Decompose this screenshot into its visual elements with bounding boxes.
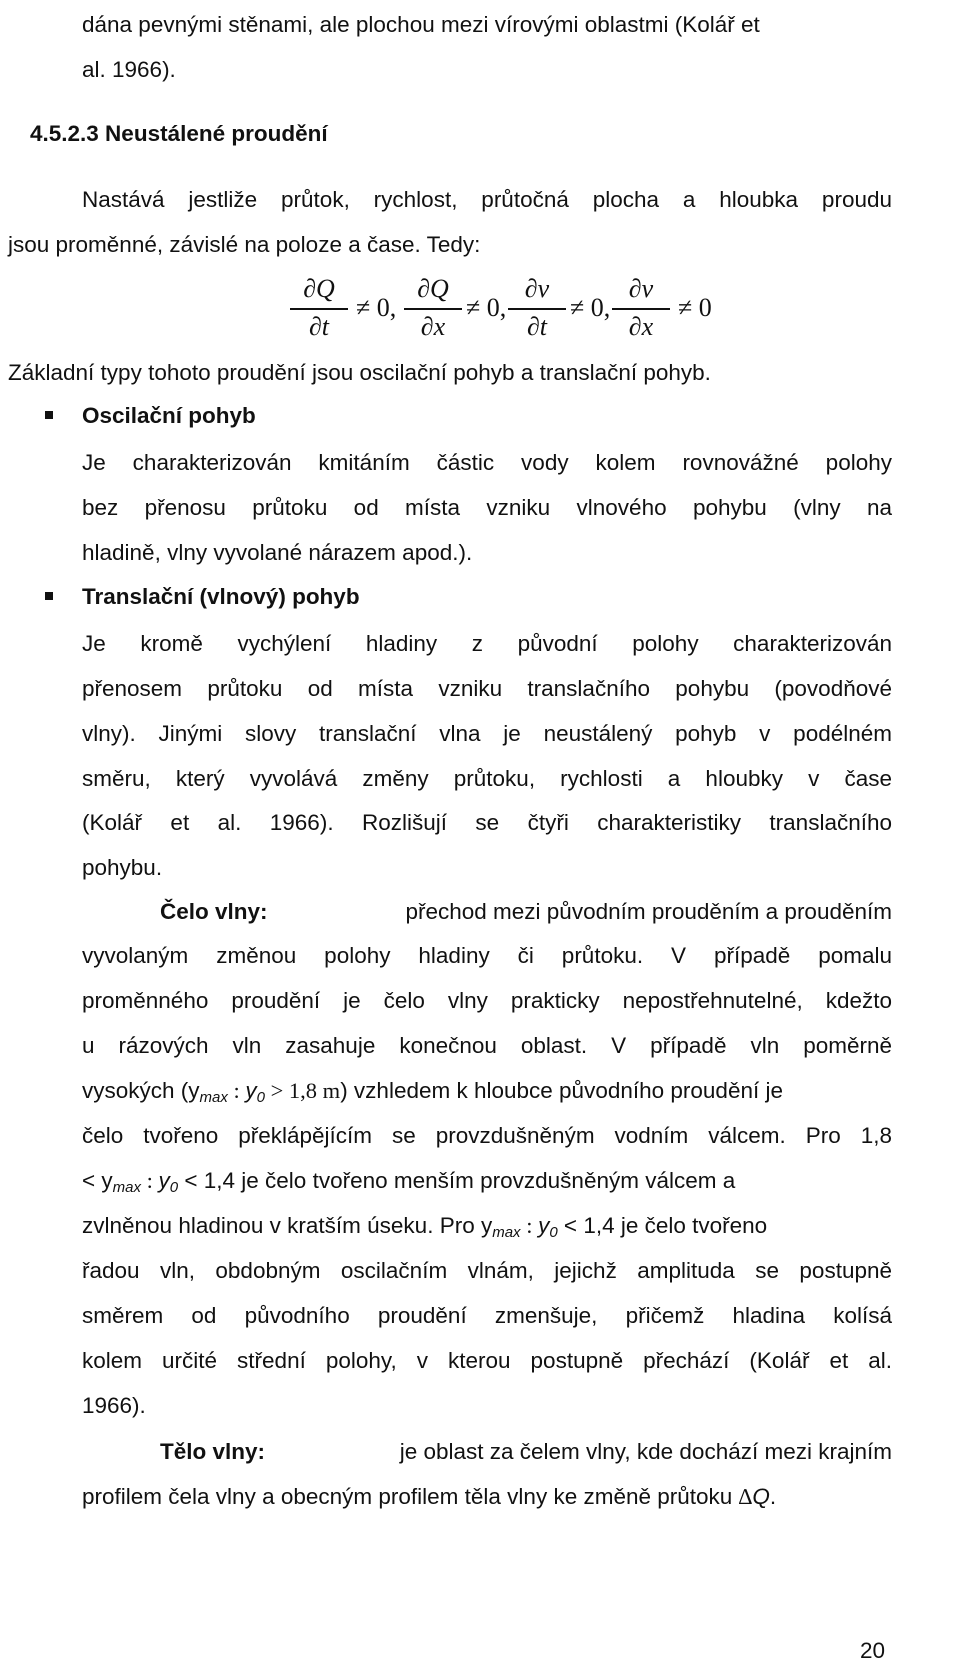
text-line: jsou proměnné, závislé na poloze a čase. Tedy:	[8, 232, 481, 257]
bullet-icon	[45, 592, 53, 600]
text-line: směrem od původního proudění zmenšuje, přičemž hladina kolísá	[82, 1303, 892, 1328]
text-line: čelo tvořeno překlápějícím se provzdušněným vodním válcem. Pro 1,8	[82, 1123, 892, 1148]
text-line: 1966).	[82, 1393, 146, 1418]
text-line: přenosem průtoku od místa vzniku translačního pohybu (povodňové	[82, 676, 892, 701]
text-span: přechod mezi původním prouděním a prouděním	[405, 899, 892, 924]
text-line: u rázových vln zasahuje konečnou oblast. V případě vln poměrně	[82, 1033, 892, 1058]
text-line: řadou vln, obdobným oscilačním vlnám, jejichž amplituda se postupně	[82, 1258, 892, 1283]
text-line: pohybu.	[82, 855, 163, 880]
text-span: je oblast za čelem vlny, kde dochází mezi krajním	[399, 1439, 892, 1464]
not-equal-zero: ≠ 0	[678, 293, 712, 322]
text-line: Je kromě vychýlení hladiny z původní polohy charakterizován	[82, 631, 892, 656]
text-line-with-math: profilem čela vlny a obecným profilem těla vlny ke změně průtoku ∆Q.	[82, 1484, 777, 1509]
not-equal-zero: ≠ 0,	[570, 293, 611, 322]
text-line-with-math: zvlněnou hladinou v kratším úseku. Pro $y_{max}$ : $y_0 < 1,4$ je čelo tvořeno	[82, 1213, 768, 1241]
text-line: hladině, vlny vyvolané nárazem apod.).	[82, 540, 473, 565]
text-line: al. 1966).	[82, 57, 176, 82]
bullet-icon	[45, 411, 53, 419]
text-line: kolem určité střední polohy, v kterou postupně přechází (Kolář et al.	[82, 1348, 892, 1373]
text-line: vyvolaným změnou polohy hladiny či průtoku. V případě pomalu	[82, 943, 892, 968]
section-heading: 4.5.2.3 Neustálené proudění	[30, 121, 328, 146]
text-line: Je charakterizován kmitáním částic vody kolem rovnovážné polohy	[82, 450, 892, 475]
delta-symbol: ∆	[738, 1484, 753, 1509]
text-line-with-math: < $y_{max}$ : $y_0 < 1,4$ je čelo tvořeno menším provzdušněným válcem a	[82, 1168, 736, 1196]
text-line: Základní typy tohoto proudění jsou oscilační pohyb a translační pohyb.	[8, 360, 711, 385]
definition-term: Tělo vlny:	[160, 1439, 266, 1464]
text-line: (Kolář et al. 1966). Rozlišují se čtyři charakteristiky translačního	[82, 810, 892, 835]
text-line: směru, který vyvolává změny průtoku, rychlosti a hloubky v čase	[82, 766, 892, 791]
text-line: bez přenosu průtoku od místa vzniku vlnového pohybu (vlny na	[82, 495, 892, 520]
definition-line	[160, 897, 892, 927]
text-line: vlny). Jinými slovy translační vlna je neustálený pohyb v podélném	[82, 721, 892, 746]
definition-line	[160, 1437, 892, 1467]
not-equal-zero: ≠ 0,	[356, 293, 397, 322]
text-line: proměnného proudění je čelo vlny prakticky nepostřehnutelné, kdežto	[82, 988, 892, 1013]
not-equal-zero: ≠ 0,	[466, 293, 507, 322]
text-line: dána pevnými stěnami, ale plochou mezi vírovými oblastmi (Kolář et	[82, 12, 760, 37]
list-item-title: Oscilační pohyb	[82, 403, 256, 428]
text-line-with-math: vysokých ($y_{max}$ : $y_0 > 1,8$ m) vzhledem k hloubce původního proudění je	[82, 1078, 783, 1106]
page-number: 20	[860, 1638, 886, 1663]
document-page: dána pevnými stěnami, ale plochou mezi vírovými oblastmi (Kolář et al. 1966). 4.5.2.3 Neustálené proudění Nastává jestliže průtok, rychlost, průtočná plocha a hloubka proudu jsou proměnné, závislé na poloze a čase. Tedy: ∂Q ∂t ≠ 0, ∂Q ∂x ≠ 0, ∂v ∂t ≠ 0, ∂v ∂x ≠ 0 Základní typy tohoto proudění jsou oscilační pohyb a translační pohyb. Oscilační pohyb Je charakterizován kmitáním částic vody kolem rovnovážné polohy bez přenosu průtoku od místa vzniku vlnového pohybu (vlny na hladině, vlny vyvolané nárazem apod.). Translační (vlnový) pohyb Je kromě vychýlení hladiny z původní polohy charakterizován přenosem průtoku od místa vzniku translačního pohybu (povodňové vlny). Jinými slovy translační vlna je neustálený pohyb v podélném směru, který vyvolává změny průtoku, rychlosti a hloubky v čase (Kolář et al. 1966). Rozlišují se čtyři charakteristiky translačního pohybu. Čelo vlny: přechod mezi původním prouděním a prouděním vyvolaným změnou polohy hladiny či průtoku. V případě pomalu proměnného proudění je čelo vlny prakticky nepostřehnutelné, kdežto u rázových vln zasahuje konečnou oblast. V případě vln poměrně vysokých ($y_{max}$ : $y_0 > 1,8$ m) vzhledem k hloubce původního proudění je čelo tvořeno překlápějícím se provzdušněným vodním válcem. Pro 1,8 < $y_{max}$ : $y_0 < 1,4$ je čelo tvořeno menším provzdušněným válcem a zvlněnou hladinou v kratším úseku. Pro $y_{max}$ : $y_0 < 1,4$ je čelo tvořeno řadou vln, obdobným oscilačním vlnám, jejichž amplituda se postupně směrem od původního proudění zmenšuje, přičemž hladina kolísá kolem určité střední polohy, v kterou postupně přechází (Kolář et al. 1966). Tělo vlny: je oblast za čelem vlny, kde dochází mezi krajním profilem čela vlny a obecným profilem těla vlny ke změně průtoku ∆Q. 20	[0, 0, 960, 1676]
list-item-title: Translační (vlnový) pohyb	[82, 584, 360, 609]
text-line: Nastává jestliže průtok, rychlost, průtočná plocha a hloubka proudu	[82, 187, 892, 212]
definition-term: Čelo vlny:	[160, 899, 268, 924]
